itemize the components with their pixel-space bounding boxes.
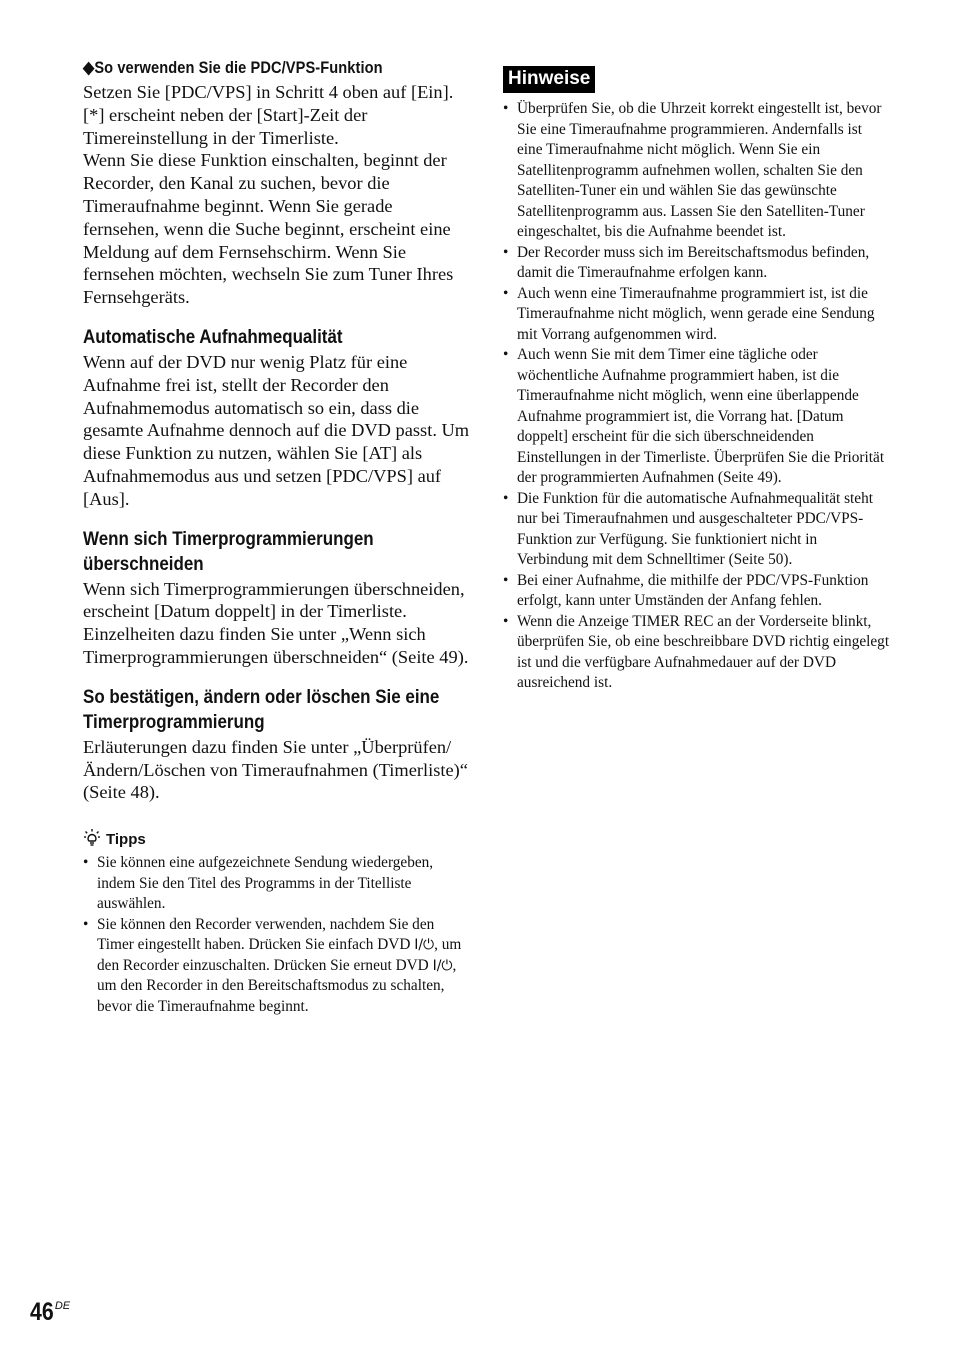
hinweise-item: • Auch wenn eine Timeraufnahme programmiert ist, ist die Timeraufnahme nicht möglich, wenn gerade eine Sendung mit Vorrang aufgenommen wird. (503, 284, 891, 346)
page-language-code: DE (54, 1300, 71, 1312)
power-icon: I/⏻ (414, 937, 435, 954)
hinweise-item: • Auch wenn Sie mit dem Timer eine tägliche oder wöchentliche Aufnahme programmiert haben, ist die Timeraufnahme nicht möglich, wenn eine überlappende Aufnahme programmiert ist, die Vorrang hat. [Datum doppelt] erscheint für die sich überschneidenden Einstellungen in der Timerliste. Überprüfen Sie die Priorität der programmierten Aufnahmen (Seite 49). (503, 345, 891, 489)
tipps-item-1: • Sie können eine aufgezeichnete Sendung wiedergeben, indem Sie den Titel des Programms in der Titelliste auswählen. (83, 853, 471, 915)
hinweise-item: • Die Funktion für die automatische Aufnahmequalität steht nur bei Timeraufnahmen und ausgeschalteter PDC/VPS-Funktion zur Verfügung. Sie funktioniert nicht in Verbindung mit dem Schnelltimer (Seite 50). (503, 489, 891, 571)
hinweise-item: • Wenn die Anzeige TIMER REC an der Vorderseite blinkt, überprüfen Sie, ob eine beschreibbare DVD richtig eingelegt ist und die verfügbare Aufnahmedauer auf der DVD ausreichend ist. (503, 612, 891, 694)
overlap-paragraph: Wenn sich Timerprogrammierungen überschneiden, erscheint [Datum doppelt] in der Timerliste. Einzelheiten dazu finden Sie unter „Wenn sich Timerprogrammierungen überschneiden“ (Seite 49). (83, 578, 469, 667)
pdc-paragraph-2: Wenn Sie diese Funktion einschalten, beginnt der Recorder, den Kanal zu suchen, bevor die Timeraufnahme beginnt. Wenn Sie gerade fernsehen, wenn die Suche beginnt, erscheint eine Meldung auf dem Fernsehschirm. Wenn Sie fernsehen möchten, wechseln Sie zum Tuner Ihres Fernsehgeräts. (83, 150, 454, 308)
hinweise-list (503, 99, 891, 694)
power-icon: I/⏻ (432, 957, 453, 974)
tipps-header (83, 828, 471, 851)
tipps-label: Tipps (106, 831, 146, 849)
hinweise-item: • Bei einer Aufnahme, die mithilfe der PDC/VPS-Funktion erfolgt, kann unter Umständen der Anfang fehlen. (503, 571, 891, 612)
page-number (30, 1298, 70, 1327)
page-number-value: 46 (30, 1298, 54, 1326)
confirm-heading: So bestätigen, ändern oder löschen Sie eine Timerprogrammierung (83, 685, 440, 733)
pdc-paragraph-1: Setzen Sie [PDC/VPS] in Schritt 4 oben auf [Ein]. [*] erscheint neben der [Start]-Zeit der Timereinstellung in der Timerliste. (83, 82, 454, 148)
overlap-heading: Wenn sich Timerprogrammierungen überschneiden (83, 527, 374, 575)
auto-quality-paragraph: Wenn auf der DVD nur wenig Platz für eine Aufnahme frei ist, stellt der Recorder den Aufnahmemodus automatisch so ein, dass die gesamte Aufnahme dennoch auf die DVD passt. Um diese Funktion zu nutzen, wählen Sie [AT] als Aufnahmemodus aus und setzen [PDC/VPS] auf [Aus]. (83, 351, 470, 509)
diamond-bullet-icon: ◆ (83, 58, 95, 77)
confirm-paragraph: Erläuterungen dazu finden Sie unter „Überprüfen/Ändern/Löschen von Timeraufnahmen (Timerliste)“ (Seite 48). (83, 736, 468, 803)
hinweise-item: • Der Recorder muss sich im Bereitschaftsmodus befinden, damit die Timeraufnahme erfolgen kann. (503, 243, 891, 284)
hinweise-item: • Überprüfen Sie, ob die Uhrzeit korrekt eingestellt ist, bevor Sie eine Timeraufnahme programmieren. Andernfalls ist eine Timeraufnahme nicht möglich. Wenn Sie ein Satellitenprogramm aufnehmen wollen, schalten Sie den Satelliten-Tuner ein und wählen Sie das gewünschte Satellitenprogramm aus. Lassen Sie den Satelliten-Tuner eingeschaltet, bis die Aufnahme beendet ist. (503, 99, 891, 243)
right-column (503, 58, 891, 694)
tipps-list (83, 853, 471, 1017)
hinweise-badge: Hinweise (503, 66, 595, 93)
pdc-heading: ◆So verwenden Sie die PDC/VPS-Funktion (83, 58, 383, 77)
left-column (83, 58, 471, 1017)
auto-quality-heading: Automatische Aufnahmequalität (83, 325, 343, 348)
lightbulb-icon (83, 828, 101, 851)
tipps-item-2: • Sie können den Recorder verwenden, nachdem Sie den Timer eingestellt haben. Drücken Sie einfach DVD I/⏻, um den Recorder einzuschalten. Drücken Sie erneut DVD I/⏻, um den Recorder in den Bereitschaftsmodus zu schalten, bevor die Timeraufnahme beginnt. (83, 915, 471, 1018)
